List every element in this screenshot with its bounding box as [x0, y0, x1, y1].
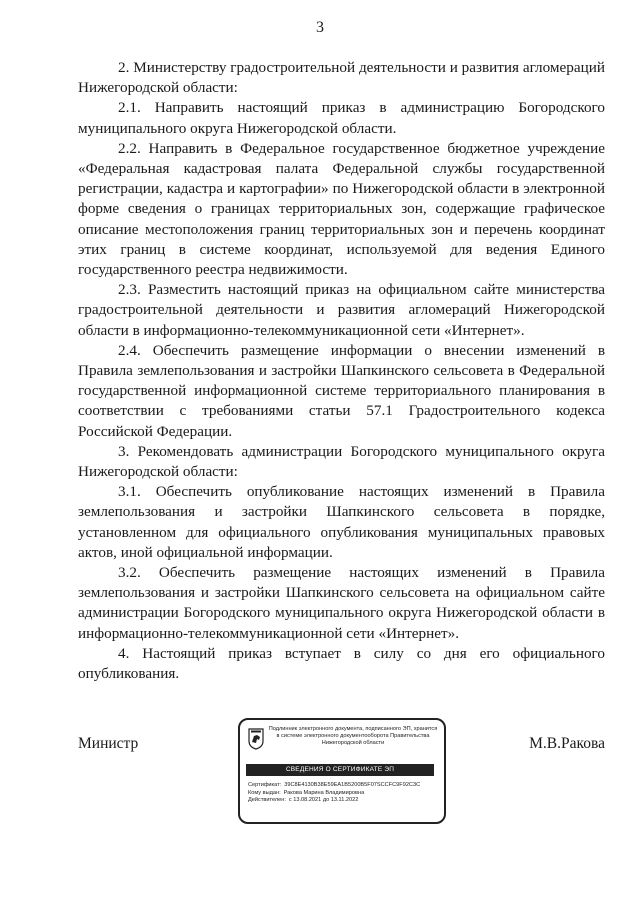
paragraph-2-1: 2.1. Направить настоящий приказ в администрацию Богородского муниципального округа Нижегородской области. [78, 99, 605, 137]
paragraph-4: 4. Настоящий приказ вступает в силу со дня его официального опубликования. [78, 644, 605, 683]
paragraph-2-4: 2.4. Обеспечить размещение информации о внесении изменений в Правила землепользования и застройки Шапкинского сельсовета в Федеральной государственной информационной системе территориального планирования в соответствии с требованиями статьи 57.1 Градостроительного кодекса Российской Федерации. [78, 341, 605, 440]
document-body [78, 58, 605, 684]
certificate-value: 39C8E4130B38E59EA1B5200B5F07SCCFC9F92C3C [284, 782, 421, 788]
certificate-row [248, 782, 438, 790]
validity-value: с 13.08.2021 до 13.11.2022 [288, 797, 359, 804]
paragraph-3-2: 3.2. Обеспечить размещение настоящих изменений в Правила землепользования и застройки Шапкинского сельсовета на официальном сайте администрации Богородского муниципального округа Нижегородской области в информационно-телекоммуникационной сети «Интернет». [78, 564, 605, 642]
electronic-signature-stamp [238, 718, 446, 824]
owner-value: Ракова Марина Владимировна [283, 789, 365, 796]
paragraph-2: 2. Министерству градостроительной деятельности и развития агломераций Нижегородской области: [78, 59, 605, 97]
paragraph-2-3: 2.3. Разместить настоящий приказ на официальном сайте министерства градостроительной деятельности и развития агломераций Нижегородской области в информационно-телекоммуникационной сети «Интернет». [78, 281, 605, 339]
validity-label: Действителен: [248, 797, 286, 804]
certificate-label: Сертификат: [248, 782, 282, 788]
stamp-header-text: Подлинник электронного документа, подписанного ЭП, хранится в системе электронного документооборота Правительства Нижегородской области [268, 726, 438, 746]
paragraph-3: 3. Рекомендовать администрации Богородского муниципального округа Нижегородской области: [78, 442, 605, 481]
signatory-name: М.В.Ракова [529, 735, 605, 752]
owner-label: Кому выдан: [248, 789, 281, 796]
page-number: 3 [316, 19, 324, 36]
paragraph-3-1: 3.1. Обеспечить опубликование настоящих изменений в Правила землепользования и застройки Шапкинского сельсовета в порядке, установленном для официального опубликования муниципальных правовых актов, иной официальной информации. [78, 483, 605, 561]
paragraph-2-2: 2.2. Направить в Федеральное государственное бюджетное учреждение «Федеральная кадастровая палата Федеральной службы государственной регистрации, кадастра и картографии» по Нижегородской области в электронной форме сведения о границах территориальных зон, содержащие графическое описание местоположения границ территориальных зон и перечень координат этих границ в системе координат, используемой для ведения Единого государственного реестра недвижимости. [78, 139, 605, 279]
stamp-details [248, 782, 438, 805]
coat-of-arms-icon [248, 728, 264, 750]
stamp-band-title: СВЕДЕНИЯ О СЕРТИФИКАТЕ ЭП [246, 764, 434, 776]
validity-row [248, 797, 438, 805]
signatory-position: Министр [78, 735, 139, 752]
